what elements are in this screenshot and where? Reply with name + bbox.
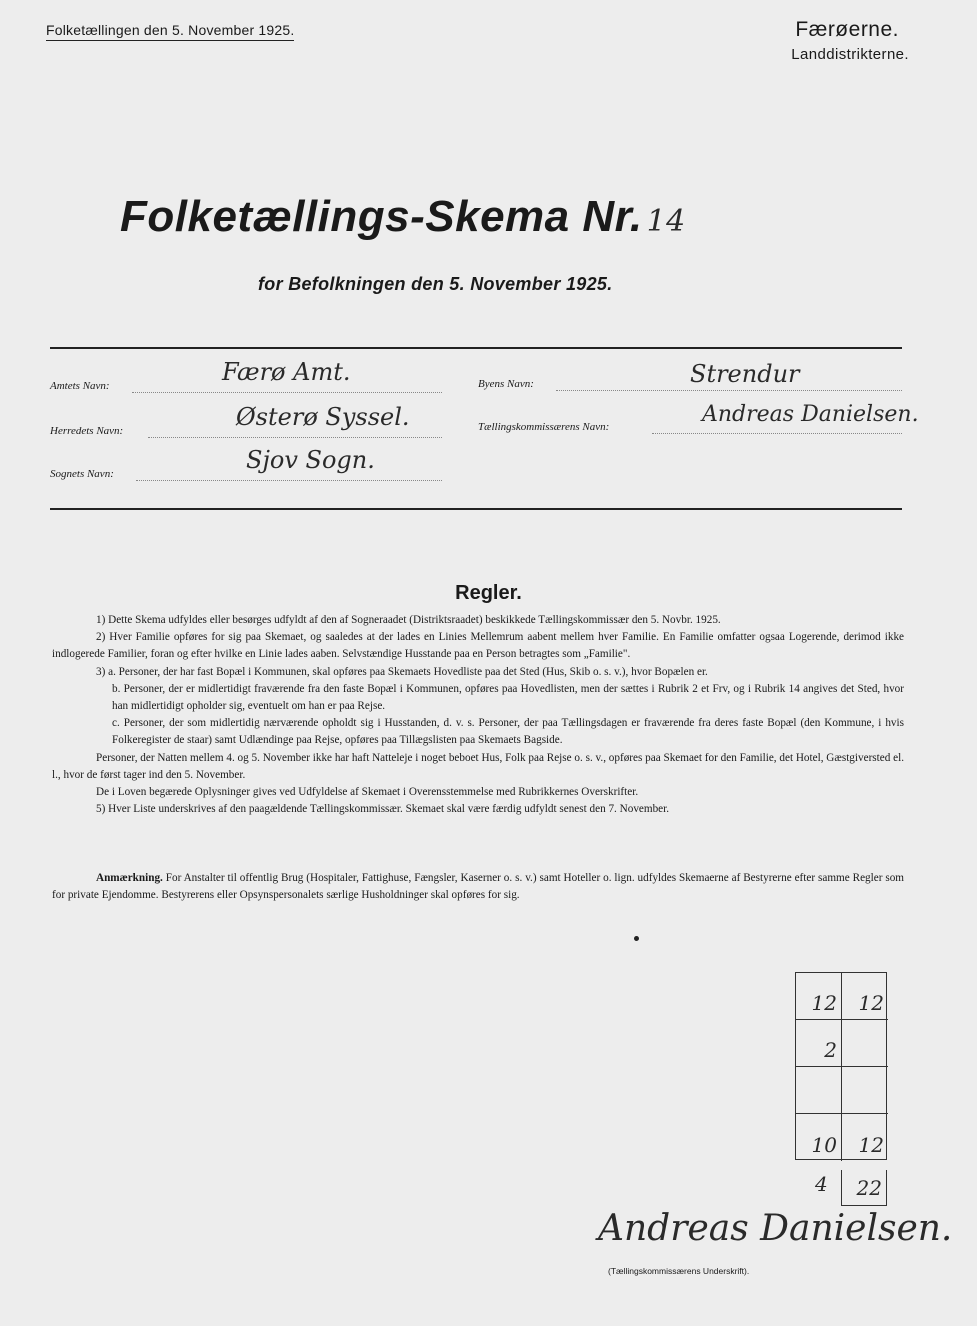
rules-heading: Regler. bbox=[455, 582, 522, 604]
tally-cell bbox=[796, 1067, 842, 1114]
by-line bbox=[556, 390, 902, 391]
top-rule bbox=[50, 347, 902, 349]
rule-3a: 3) a. Personer, der har fast Bopæl i Kommunen, skal opføres paa Skemaets Hovedliste paa det Sted (Hus, Skib o. s. v.), hvor Bopælen er. bbox=[96, 665, 708, 678]
tally-value: 12 bbox=[858, 991, 884, 1015]
census-date-header: Folketællingen den 5. November 1925. bbox=[46, 22, 294, 41]
tally-value: 12 bbox=[811, 991, 837, 1015]
note-text bbox=[52, 870, 904, 904]
herred-label: Herredets Navn: bbox=[50, 425, 124, 437]
amt-line bbox=[132, 392, 442, 393]
rule-3c: c. Personer, der som midlertidig nærværende opholdt sig i Husstanden, d. v. s. Personer, der paa Tællingsdagen er fraværende fra deres faste Bopæl (den Kommune, i hvis Folkeregister de staar) samt Udlændinge paa Rejse, opføres paa Tillægslisten paa Skemaets Bagside. bbox=[112, 717, 904, 747]
form-title-text: Folketællings-Skema Nr. bbox=[120, 192, 643, 241]
by-value: Strendur bbox=[690, 360, 800, 388]
region-header bbox=[791, 18, 909, 63]
kommissaer-line bbox=[652, 433, 902, 434]
rules-text bbox=[52, 612, 904, 818]
kommissaer-value: Andreas Danielsen. bbox=[702, 402, 919, 427]
sogn-label: Sognets Navn: bbox=[50, 468, 114, 480]
signature: Andreas Danielsen. bbox=[598, 1208, 953, 1249]
rule-4b: De i Loven begærede Oplysninger gives ved Udfyldelse af Skemaet i Overensstemmelse med Rubrikkernes Overskrifter. bbox=[96, 786, 639, 799]
note-label: Anmærkning. bbox=[96, 872, 163, 884]
form-number: 14 bbox=[646, 204, 686, 239]
tally-cell bbox=[842, 973, 888, 1020]
total-left: 4 bbox=[815, 1172, 828, 1196]
tally-cell bbox=[796, 973, 842, 1020]
tally-cell bbox=[842, 1020, 888, 1067]
tally-cell bbox=[842, 1067, 888, 1114]
tally-value: 2 bbox=[824, 1038, 837, 1062]
tally-cell bbox=[796, 1114, 842, 1161]
sogn-line bbox=[136, 480, 442, 481]
kommissaer-label: Tællingskommissærens Navn: bbox=[478, 421, 610, 433]
herred-line bbox=[148, 437, 442, 438]
form-title bbox=[120, 192, 686, 242]
herred-value: Østerø Syssel. bbox=[236, 403, 410, 431]
tally-cell bbox=[842, 1114, 888, 1161]
tally-totals bbox=[795, 1166, 895, 1210]
form-subtitle: for Befolkningen den 5. November 1925. bbox=[258, 274, 613, 294]
tally-value: 12 bbox=[858, 1133, 884, 1157]
rule-5: 5) Hver Liste underskrives af den paagældende Tællingskommissær. Skemaet skal være færdig udfyldt senest den 7. November. bbox=[96, 803, 670, 816]
ink-dot bbox=[634, 936, 639, 941]
note-body: For Anstalter til offentlig Brug (Hospitaler, Fattighuse, Fængsler, Kaserner o. s. v.) samt Hoteller o. lign. udfyldes Skemaerne af Bestyrerne efter samme Regler som for private Ejendomme. Bestyrerens eller Opsynspersonalets særlige Husholdninger skal opføres for sig. bbox=[52, 872, 904, 901]
rule-4a: Personer, der Natten mellem 4. og 5. November ikke har haft Natteleje i noget beboet Hus, Folk paa Rejse o. s. v., opføres paa Skemaet for den Familie, det Hotel, Gæstgiversted el. l., hvor de først tager ind den 5. November. bbox=[52, 751, 904, 781]
signature-label: (Tællingskommissærens Underskrift). bbox=[608, 1266, 750, 1276]
region-name: Færøerne. bbox=[795, 18, 899, 41]
by-label: Byens Navn: bbox=[478, 378, 534, 390]
amt-value: Færø Amt. bbox=[222, 358, 351, 386]
district-type: Landdistrikterne. bbox=[791, 46, 909, 63]
total-right: 22 bbox=[856, 1176, 882, 1200]
sogn-value: Sjov Sogn. bbox=[246, 446, 375, 474]
bottom-rule bbox=[50, 508, 902, 510]
rule-2: 2) Hver Familie opføres for sig paa Skemaet, og saaledes at der lades en Linies Mellemrum aabent mellem hver Familie. En Familie omfatter ogsaa Logerende, derimod ikke indlogerede Familier, foran og efter hvilke en Linie lades aaben. Selvstændige Husstande paa en Person betragtes som „Familie". bbox=[52, 631, 904, 661]
rule-3b: b. Personer, der er midlertidigt fraværende fra den faste Bopæl i Kommunen, opføres paa Hovedlisten, men der sættes i Rubrik 2 et Frv, og i Rubrik 14 angives det Sted, hvor han midlertidigt opholder sig, eventuelt om han er paa Rejse. bbox=[112, 682, 904, 713]
tally-value: 10 bbox=[811, 1133, 837, 1157]
amt-label: Amtets Navn: bbox=[50, 380, 110, 392]
rule-1: 1) Dette Skema udfyldes eller besørges udfyldt af den af Sogneraadet (Distriktsraadet) beskikkede Tællingskommissær den 5. Novbr. 1925. bbox=[96, 614, 721, 626]
tally-cell bbox=[796, 1020, 842, 1067]
total-box bbox=[841, 1170, 887, 1206]
tally-grid bbox=[795, 972, 887, 1160]
